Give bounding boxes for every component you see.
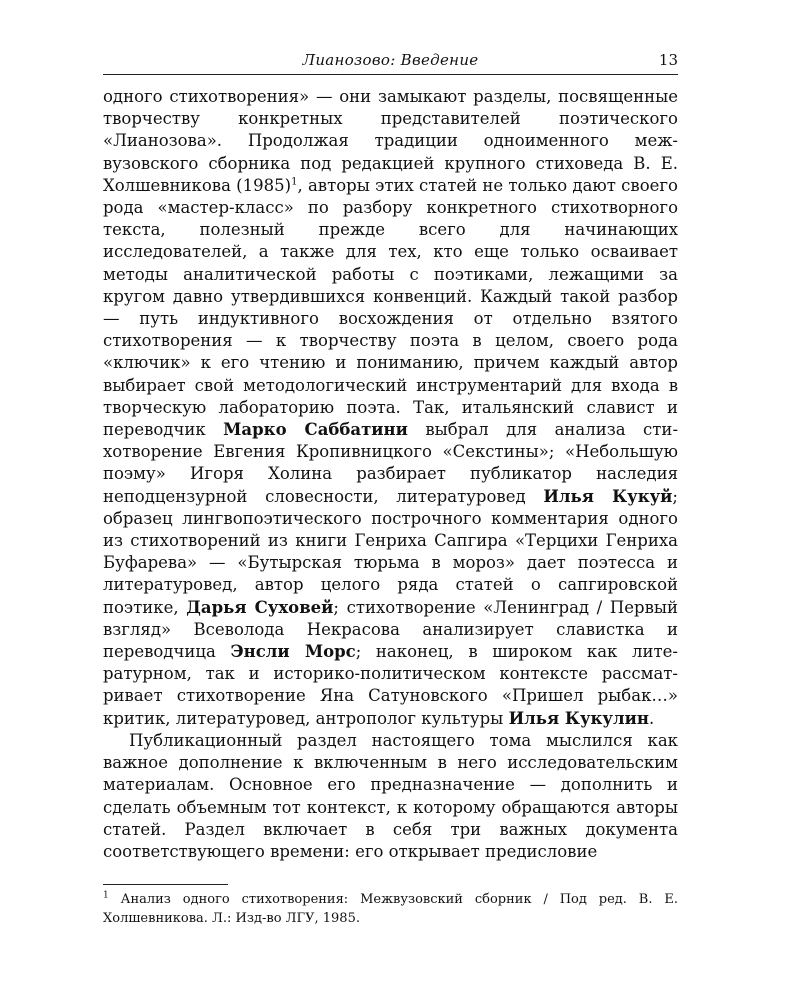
paragraph-2: Публикационный раздел настоящего тома мыслился как важное дополнение к включенным в него исследовательским материалам. Основное его предназначение — дополнить и сделать объемным тот контекст, к которому обращаются авторы статей. Раздел включает в себя три важных документа соответствующего времени: его открывает предисловие	[103, 730, 678, 861]
text-span: ; стихотворение «Ленинград / Первый взгляд» Всеволода Некрасова анализирует славистка и переводчица	[103, 597, 678, 662]
running-title: Лианозово: Введение	[302, 51, 479, 69]
footnote-reference[interactable]: 1	[291, 176, 298, 188]
author-name-kukuy: Илья Кукуй	[543, 486, 673, 506]
author-name-morse: Энсли Морс	[230, 642, 356, 662]
author-name-kukulin: Илья Кукулин	[508, 708, 649, 728]
footnote	[103, 890, 678, 928]
page-number: 13	[658, 51, 678, 69]
text-span: , авторы этих статей не только дают своего рода «мастер-класс» по разбору конкретного стихотворного текста, полезный прежде всего для начинающих исследователей, а также для тех, кто еще только осваивает методы аналитической работы с поэтиками, лежащими за кругом давно утвердившихся конвенций. Каждый такой разбор — путь индуктивного восхождения от отдельно взятого стихотворения — к творчеству поэта в целом, своего рода «ключик» к его чтению и пониманию, причем каждый автор выбирает свой методологический инструментарий для входа в творческую лабораторию поэта. Так, итальянский славист и переводчик	[103, 175, 678, 440]
footnote-divider	[103, 884, 228, 885]
main-text	[103, 86, 678, 863]
text-span: ; наконец, в широком как литературном, так и историко-политическом контексте рассматривает стихотворение Яна Сатуновского «Пришел рыбак…» критик, литературовед, антрополог культуры	[103, 642, 678, 728]
author-name-sukhovey: Дарья Суховей	[186, 597, 334, 617]
paragraph-1	[103, 86, 678, 730]
author-name-sabbatini: Марко Саббатини	[223, 420, 408, 440]
text-span: одного стихотворения» — они замыкают разделы, посвященные творчеству конкретных представителей поэтического «Лианозова». Продолжая традиции одноименного межвузовского сборника под редакцией крупного стиховеда В. Е. Холшевникова (1985)	[103, 87, 678, 195]
footnote-text: Анализ одного стихотворения: Межвузовский сборник / Под ред. В. Е. Холшевникова. Л.: Изд-во ЛГУ, 1985.	[103, 892, 678, 926]
text-span: .	[648, 708, 655, 728]
text-span: ; образец лингвопоэтического построчного комментария одного из стихотворений из книги Генриха Сапгира «Терцихи Генриха Буфарева» — «Бутырская тюрьма в мороз» дает поэтесса и литературовед, автор целого ряда статей о сапгировской поэтике,	[103, 486, 678, 617]
running-header	[103, 50, 678, 75]
footnote-marker: 1	[103, 890, 109, 901]
text-span: выбрал для анализа стихотворение Евгения Кропивницкого «Секстины»; «Небольшую поэму» Игоря Холина разбирает публикатор наследия неподцензурной словесности, литературовед	[103, 420, 679, 506]
